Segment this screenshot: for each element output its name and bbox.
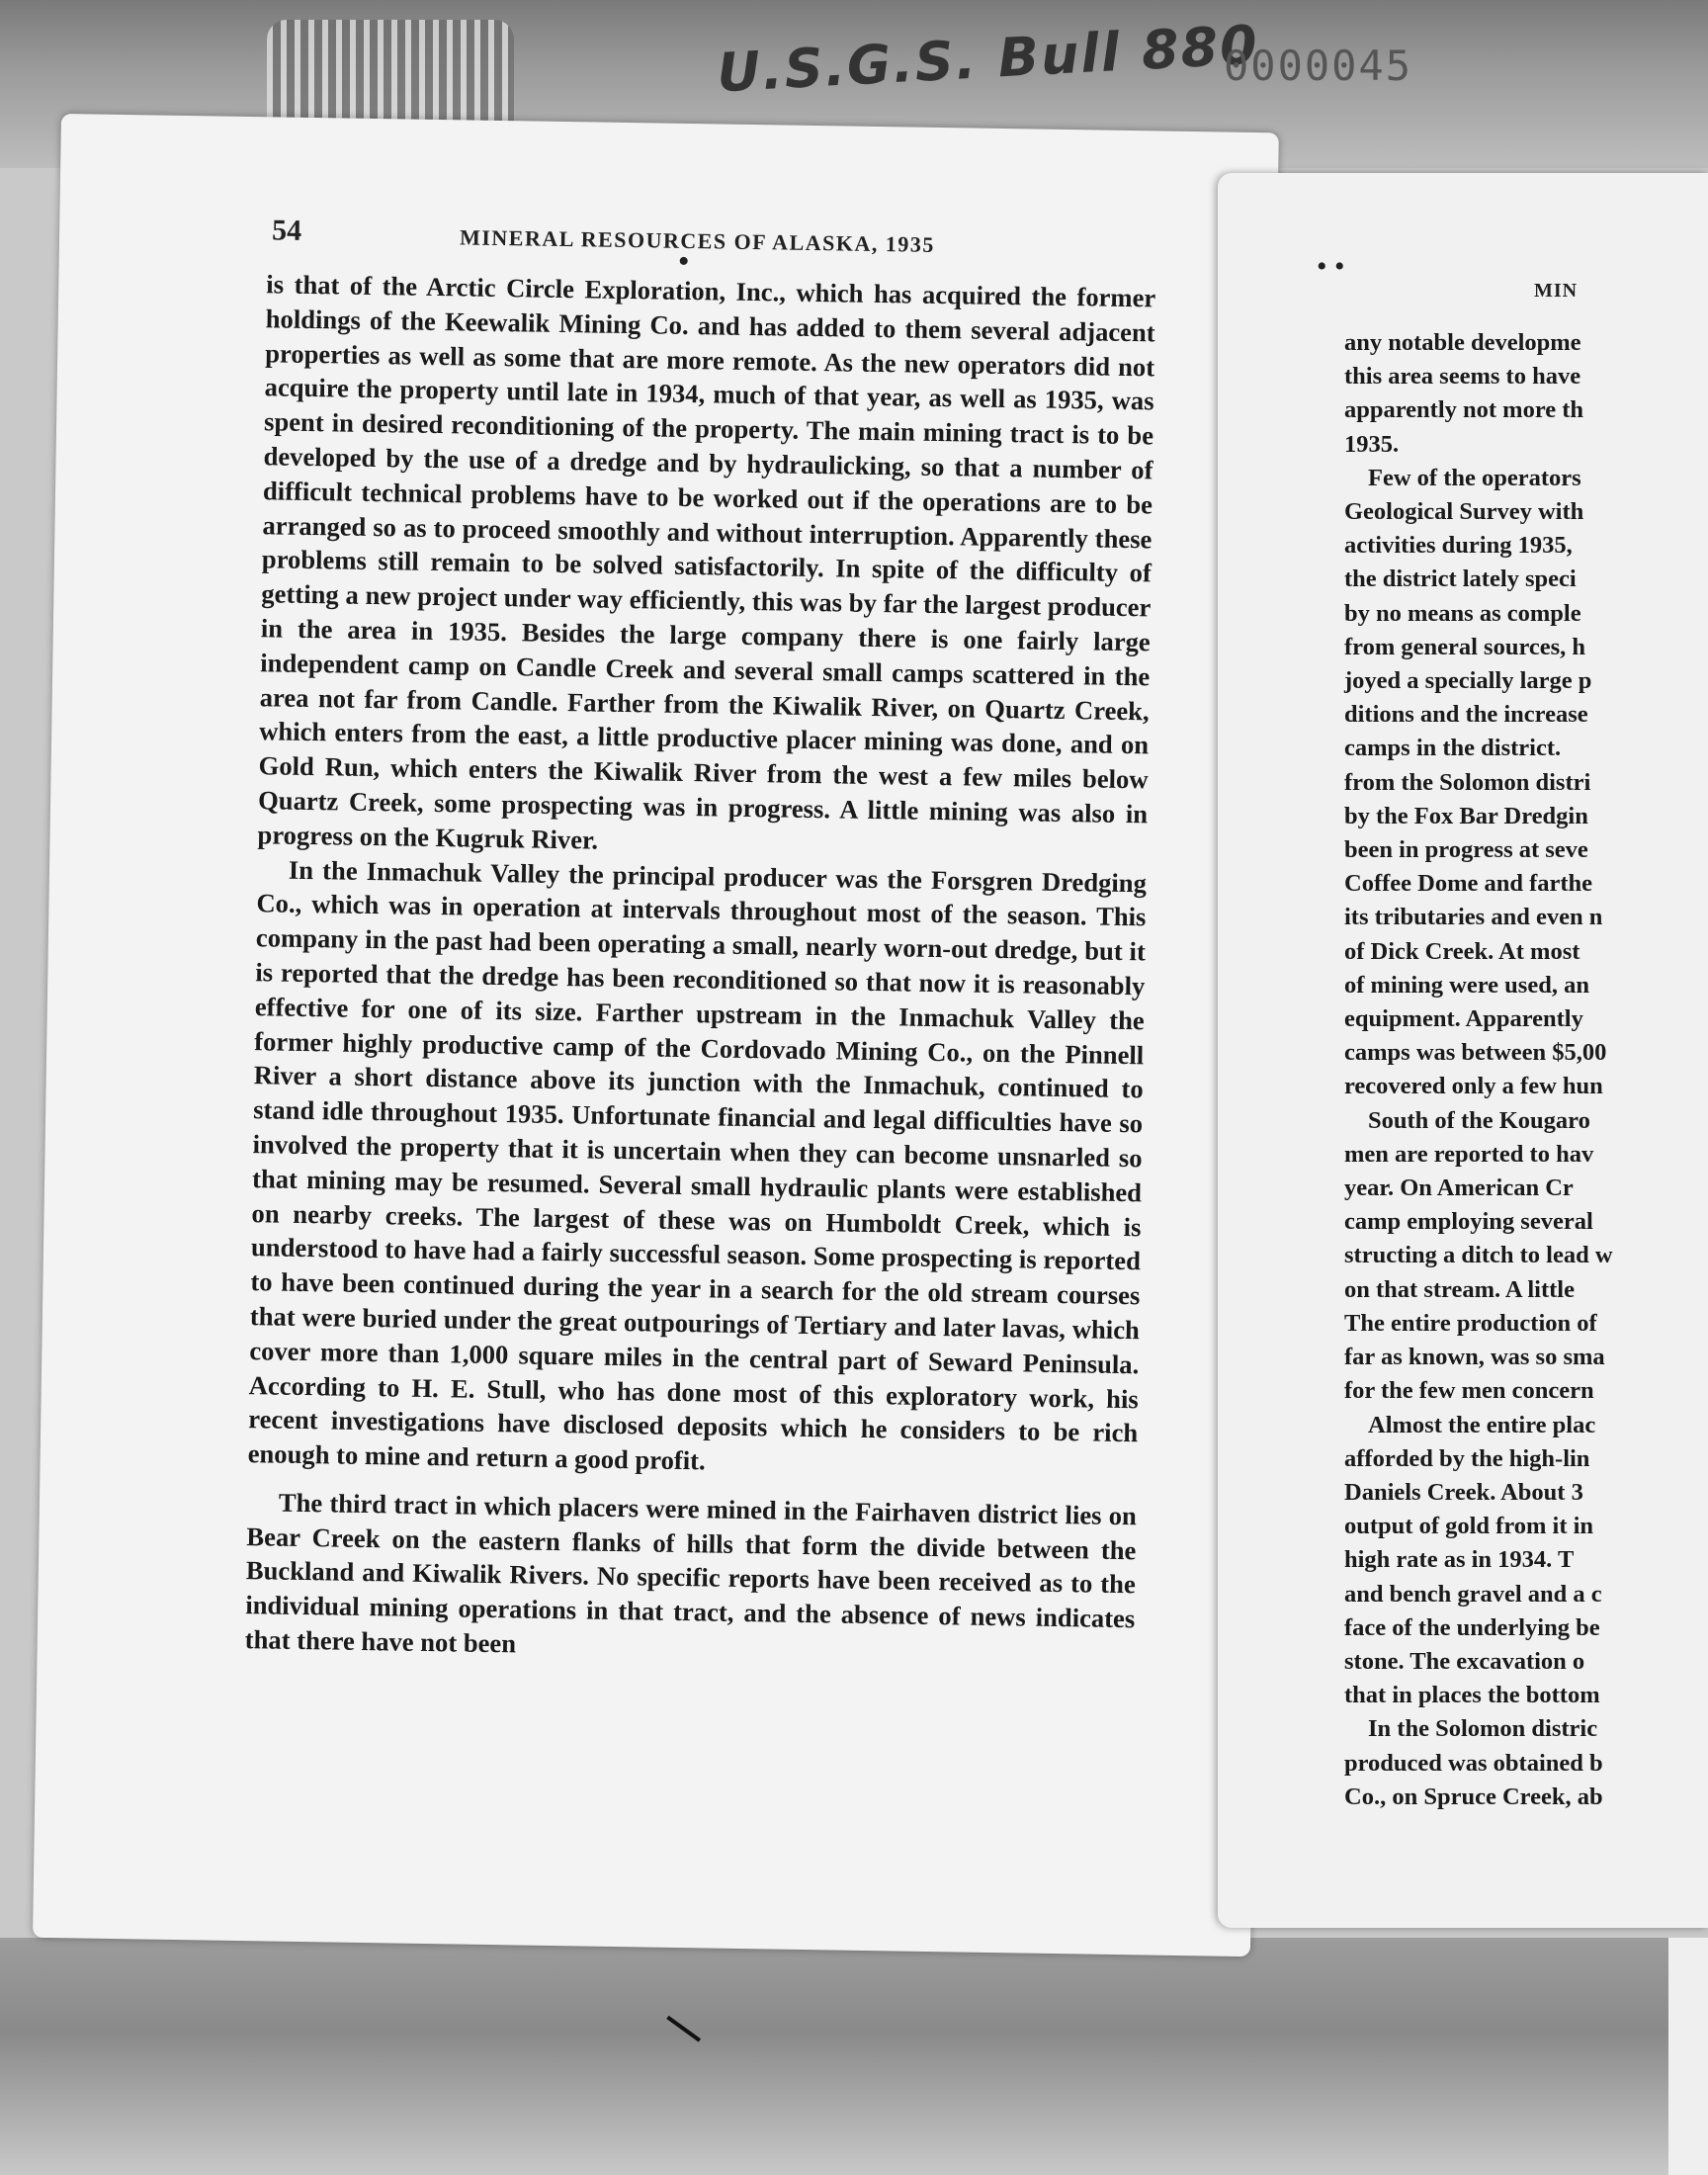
text-line: recovered only a few hun bbox=[1344, 1073, 1603, 1100]
page-number: 54 bbox=[271, 214, 302, 247]
paragraph: In the Inmachuk Valley the principal producer was the Forsgren Dredging Co., which was in operation at intervals throughout most of the season. This company in the past had been operating a small, nearly worn-out dredge, but it is reported that the dredge has been reconditioned so that now it is reasonably effective for one of its size. Farther upstream in the Inmachuk Valley the former highly productive camp of the Cordovado Mining Co., on the Pinnell River a short distance above its junction with the Inmachuk, continued to stand idle throughout 1935. Unfortunate financial and legal difficulties have so involved the property that it is uncertain when they can become unsnarled so that mining may be resumed. Several small hydraulic plants were established on nearby creeks. The largest of these was on Humboldt Creek, which is understood to have had a fairly successful season. Some prospecting is reported to have been continued during the year in a search for the old stream courses that were buried under the great outpourings of Tertiary and later lavas, which cover more than 1,000 square miles in the central part of Seward Peninsula. According to H. E. Stull, who has done most of this exploratory work, his recent investigations have disclosed deposits which he considers to be rich enough to mine and return a good profit. bbox=[247, 854, 1148, 1476]
text-line: that in places the bottom bbox=[1344, 1682, 1600, 1709]
text-line: camps was between $5,00 bbox=[1344, 1039, 1607, 1067]
text-line: and bench gravel and a c bbox=[1344, 1580, 1602, 1608]
text-line: camps in the district. bbox=[1344, 735, 1562, 762]
text-line: this area seems to have bbox=[1344, 363, 1581, 391]
text-line: Few of the operators bbox=[1368, 464, 1581, 491]
text-line: activities during 1935, bbox=[1344, 532, 1573, 560]
text-line: from general sources, h bbox=[1344, 633, 1586, 660]
text-line: apparently not more th bbox=[1344, 396, 1584, 424]
text-line: far as known, was so sma bbox=[1344, 1344, 1605, 1371]
text-line: afforded by the high-lin bbox=[1344, 1444, 1590, 1472]
scan-right-strip bbox=[1668, 1938, 1708, 2175]
paragraph: is that of the Arctic Circle Exploration, Inc., which has acquired the former holdings of the Keewalik Mining Co. and has added to them several adjacent properties as well as some that are more remote. As the new operators did not acquire the property until late in 1934, much of that year, as well as 1935, was spent in desired reconditioning of the property. The main mining tract is to be developed by the use of a dredge and by hydraulicking, so that a number of difficult technical problems have to be worked out if the operations are to be arranged so as to proceed smoothly and without interruption. Apparently these problems still remain to be solved satisfactorily. In spite of the difficulty of getting a new project under way efficiently, this was by far the largest producer in the area in 1935. Besides the large company there is one fairly large independent camp on Candle Creek and several small camps scattered in the area not far from Candle. Farther from the Kiwalik River, on Quartz Creek, which enters from the east, a little productive placer mining was done, and on Gold Run, which enters the Kiwalik River from the west a few miles below Quartz Creek, some prospecting was in progress. A little mining was also in progress on the Kugruk River. bbox=[257, 269, 1156, 855]
text-line: men are reported to hav bbox=[1344, 1140, 1594, 1168]
text-line: Geological Survey with bbox=[1344, 498, 1584, 526]
text-line: face of the underlying be bbox=[1344, 1613, 1600, 1641]
text-line: output of gold from it in bbox=[1344, 1513, 1594, 1540]
text-line: 1935. bbox=[1344, 430, 1400, 458]
right-page bbox=[1218, 173, 1708, 1928]
text-line: of mining were used, an bbox=[1344, 971, 1589, 999]
text-line: joyed a specially large p bbox=[1344, 667, 1592, 695]
text-line: stone. The excavation o bbox=[1344, 1647, 1585, 1675]
handwritten-reference: U.S.G.S. Bull 880 bbox=[715, 13, 1261, 105]
text-line: the district lately speci bbox=[1344, 566, 1577, 593]
running-head: MINERAL RESOURCES OF ALASKA, 1935 bbox=[459, 224, 936, 257]
text-line: equipment. Apparently bbox=[1344, 1005, 1583, 1033]
stamp-number: 0000045 bbox=[1224, 42, 1413, 90]
text-line: Almost the entire plac bbox=[1368, 1411, 1596, 1438]
text-line: for the few men concern bbox=[1344, 1377, 1594, 1405]
text-line: Daniels Creek. About 3 bbox=[1344, 1478, 1583, 1506]
paragraph: The third tract in which placers were mined in the Fairhaven district lies on Bear Creek on the eastern flanks of hills that form the divide between the Buckland and Kiwalik Rivers. No specific reports have been received as to the individual mining operations in that tract, and the absence of news indicates that there have not been bbox=[244, 1487, 1138, 1659]
text-line: by the Fox Bar Dredgin bbox=[1344, 802, 1588, 829]
text-line: South of the Kougaro bbox=[1368, 1106, 1590, 1134]
text-line: The entire production of bbox=[1344, 1309, 1597, 1337]
body-text bbox=[245, 267, 1156, 1671]
text-line: from the Solomon distri bbox=[1344, 768, 1591, 796]
scan-bottom-shadow bbox=[0, 1938, 1708, 2175]
page-header bbox=[272, 214, 1064, 266]
text-line: produced was obtained b bbox=[1344, 1749, 1603, 1777]
text-line: In the Solomon distric bbox=[1368, 1715, 1598, 1743]
text-line: by no means as comple bbox=[1344, 599, 1581, 627]
text-line: structing a ditch to lead w bbox=[1344, 1242, 1613, 1269]
text-line: high rate as in 1934. T bbox=[1344, 1546, 1575, 1574]
text-line: its tributaries and even n bbox=[1344, 904, 1603, 931]
text-line: on that stream. A little bbox=[1344, 1275, 1575, 1303]
left-page bbox=[33, 114, 1279, 1957]
text-line: any notable developme bbox=[1344, 329, 1581, 356]
text-line: Co., on Spruce Creek, ab bbox=[1344, 1783, 1603, 1810]
text-line: camp employing several bbox=[1344, 1208, 1593, 1236]
right-body-text bbox=[1344, 326, 1708, 1814]
text-line: been in progress at seve bbox=[1344, 836, 1588, 864]
text-line: ditions and the increase bbox=[1344, 701, 1588, 729]
right-running-head: MIN bbox=[1534, 280, 1579, 302]
text-line: Coffee Dome and farthe bbox=[1344, 870, 1593, 898]
page-dots: • • bbox=[1317, 250, 1345, 283]
text-line: year. On American Cr bbox=[1344, 1174, 1574, 1202]
text-line: of Dick Creek. At most bbox=[1344, 937, 1580, 965]
